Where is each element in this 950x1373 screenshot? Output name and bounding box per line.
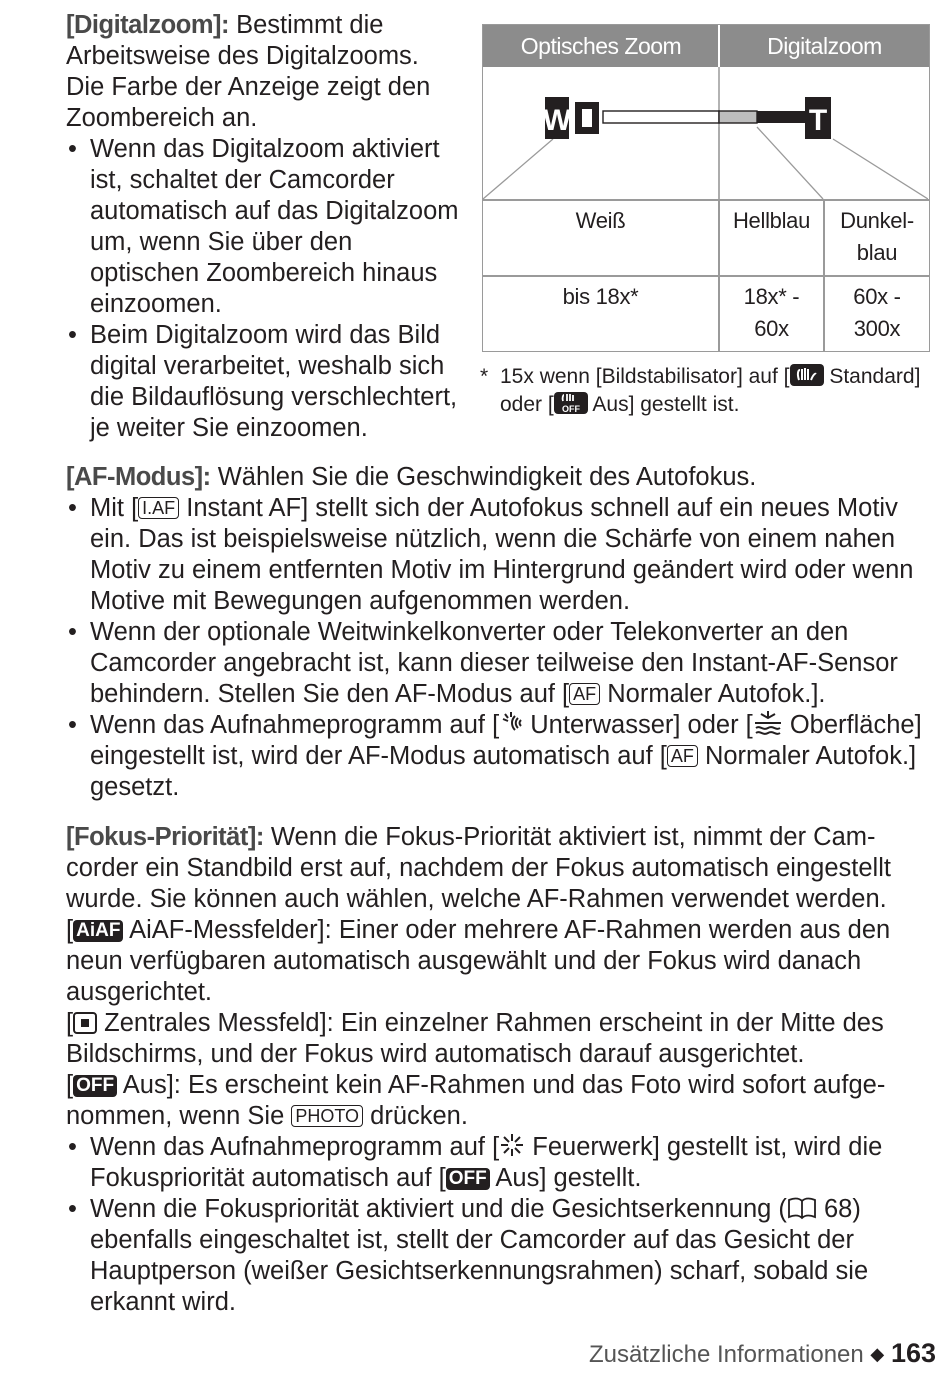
focus-priority-section — [66, 822, 936, 1318]
af-mode-intro — [66, 462, 936, 493]
stabilizer-standard-icon — [790, 364, 824, 386]
zoom-table — [482, 24, 930, 352]
center-frame-paragraph: [ Zentrales Messfeld]: Ein einzelner Rahmen erscheint in der Mitte des Bildschirms, und der Fokus wird automatisch darauf ausgerichtet. — [66, 1009, 884, 1068]
bar-white-segment — [603, 111, 719, 123]
digitalzoom-bullet-1: • Wenn das Digitalzoom aktiviert ist, schaltet der Camcorder automatisch auf das Digitalzoom um, wenn Sie über den optischen Zoombereich hinaus einzoomen. — [66, 134, 461, 320]
af-mode-bullet-1: • Mit [ I.AF Instant AF] stellt sich der Autofokus schnell auf ein neues Motiv ein. Das ist beispielsweise nützlich, wenn die Schärfe von einem nahen Motiv zu einem entfernten Motiv im Hintergrund geändert wird oder wenn Motive mit Bewegungen aufgenommen werden. — [66, 493, 936, 617]
header-divider — [718, 25, 720, 67]
focus-priority-bullet-1: • Wenn das Aufnahmeprogramm auf [ Feuerwerk] gestellt ist, wird die Fokuspriorität automatisch auf [ OFF Aus] gestellt. — [66, 1132, 936, 1194]
range-optical-cell: bis 18x* — [562, 284, 639, 309]
range-mid-cell: 18x* - 60x — [743, 284, 800, 341]
svg-text:W: W — [542, 104, 572, 137]
surface-icon — [753, 710, 783, 736]
table-rule-2 — [483, 275, 929, 277]
digitalzoom-intro-text: Bestimmt die Arbeitsweise des Digitalzooms. Die Farbe der Anzeige zeigt den Zoombereich an. — [66, 11, 431, 132]
digitalzoom-intro — [66, 10, 461, 134]
normal-af-icon-2: AF — [667, 745, 698, 767]
digitalzoom-label: [Digitalzoom]: — [66, 11, 229, 39]
af-mode-section — [66, 462, 936, 803]
off-icon: OFF — [73, 1075, 117, 1097]
svg-text:T: T — [808, 104, 828, 137]
page-number: 163 — [890, 1338, 936, 1368]
digitalzoom-bullet-2: • Beim Digitalzoom wird das Bild digital verarbeitet, weshalb sich die Bildauflösung verschlechtert, je weiter Sie einzoomen. — [66, 320, 461, 444]
focus-priority-bullet-2: • Wenn die Fokuspriorität aktiviert und die Gesichtserkennung ( 68) ebenfalls eingeschaltet ist, stellt der Camcorder auf das Gesicht der Hauptperson (weißer Gesichtserkennungsrahmen) scharf, sobald sie erkannt wird. — [66, 1194, 936, 1318]
table-footnote: * 15x wenn [Bildstabilisator] auf [ Standard] oder [ OFF Aus] gestellt ist. — [480, 365, 921, 416]
table-rule-1 — [483, 199, 929, 201]
color-lightblue-cell: Hellblau — [732, 208, 811, 233]
footer-separator-icon: ◆ — [870, 1344, 885, 1364]
underwater-icon — [499, 710, 523, 736]
svg-text:OFF: OFF — [561, 404, 580, 414]
header-optical-zoom: Optisches Zoom — [483, 25, 719, 67]
focus-priority-label: [Fokus-Priorität]: — [66, 823, 264, 851]
af-mode-bullet-3: • Wenn das Aufnahmeprogramm auf [ Unterwasser] oder [ Oberfläche] eingestellt ist, wird der AF-Modus automatisch auf [ AF Normaler Autofok.] gesetzt. — [66, 710, 936, 803]
zoom-bar-diagram — [483, 67, 928, 199]
range-digital-cell: 60x - 300x — [853, 284, 901, 341]
photo-button-icon: PHOTO — [291, 1105, 363, 1127]
page-footer — [589, 1336, 936, 1372]
fireworks-icon — [499, 1132, 525, 1158]
off-icon-2: OFF — [446, 1168, 490, 1190]
stabilizer-off-icon — [554, 392, 588, 414]
footer-section-title: Zusätzliche Informationen — [588, 1341, 864, 1368]
focus-priority-intro-text: Wenn die Fokus-Priorität aktiviert ist, nimmt der Camcorder ein Standbild erst auf, nachdem der Fokus automatisch eingestellt wurde. Sie können auch wählen, welche AF-Rahmen verwendet werden. — [66, 823, 891, 913]
color-white-cell: Weiß — [575, 208, 626, 233]
off-paragraph: [ OFF Aus]: Es erscheint kein AF-Rahmen und das Foto wird sofort aufgenommen, wenn Sie PHOTO drücken. — [66, 1071, 886, 1130]
aiaf-paragraph: [ AiAF AiAF-Messfelder]: Einer oder mehrere AF-Rahmen werden aus den neun verfügbaren automatisch ausgewählt und der Fokus wird danach ausgerichtet. — [66, 916, 891, 1006]
digitalzoom-section — [66, 10, 461, 444]
bar-light-segment — [719, 111, 757, 123]
instant-af-icon: I.AF — [138, 497, 179, 519]
bar-dark-segment — [757, 111, 805, 123]
af-mode-label: [AF-Modus]: — [66, 463, 211, 491]
aiaf-icon: AiAF — [73, 920, 123, 942]
focus-priority-intro — [66, 822, 936, 915]
af-mode-bullet-2: • Wenn der optionale Weitwinkelkonverter oder Telekonverter an den Camcorder angebracht ist, kann dieser teilweise den Instant-AF-Sensor behindern. Stellen Sie den AF-Modus auf [ AF Normaler Autofok.]. — [66, 617, 936, 710]
normal-af-icon: AF — [569, 683, 600, 705]
header-digital-zoom: Digitalzoom — [720, 25, 929, 67]
af-mode-intro-text: Wählen Sie die Geschwindigkeit des Autofokus. — [210, 463, 757, 491]
color-darkblue-cell: Dunkel- blau — [840, 208, 914, 265]
book-icon — [787, 1196, 817, 1220]
center-frame-icon — [73, 1012, 97, 1034]
